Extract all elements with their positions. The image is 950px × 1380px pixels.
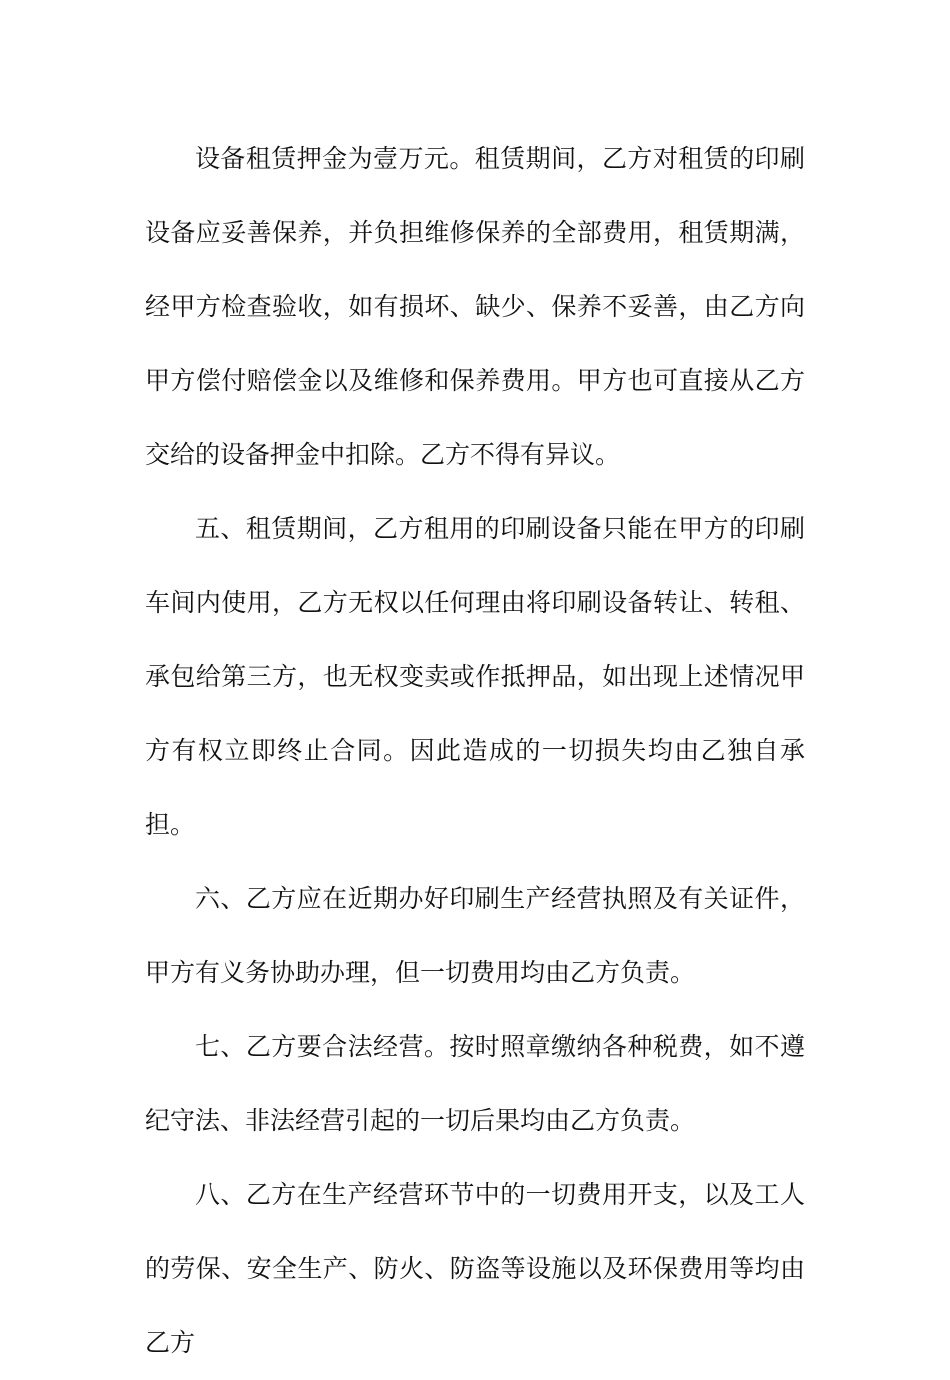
paragraph-deposit: 设备租赁押金为壹万元。租赁期间，乙方对租赁的印刷设备应妥善保养，并负担维修保养的全部费用，租赁期满，经甲方检查验收，如有损坏、缺少、保养不妥善，由乙方向甲方偿付赔偿金以及维修和保养费用。甲方也可直接从乙方交给的设备押金中扣除。乙方不得有异议。: [145, 144, 805, 469]
paragraph-clause-7: 七、乙方要合法经营。按时照章缴纳各种税费，如不遵纪守法、非法经营引起的一切后果均由乙方负责。: [145, 1032, 805, 1135]
paragraph-clause-6: 六、乙方应在近期办好印刷生产经营执照及有关证件，甲方有义务协助办理，但一切费用均由乙方负责。: [145, 884, 805, 987]
paragraph-clause-5: 五、租赁期间，乙方租用的印刷设备只能在甲方的印刷车间内使用，乙方无权以任何理由将印刷设备转让、转租、承包给第三方，也无权变卖或作抵押品，如出现上述情况甲方有权立即终止合同。因此造成的一切损失均由乙独自承担。: [145, 514, 805, 839]
paragraph-clause-8: 八、乙方在生产经营环节中的一切费用开支，以及工人的劳保、安全生产、防火、防盗等设施以及环保费用等均由乙方: [145, 1180, 805, 1357]
document-body: [145, 122, 805, 1380]
